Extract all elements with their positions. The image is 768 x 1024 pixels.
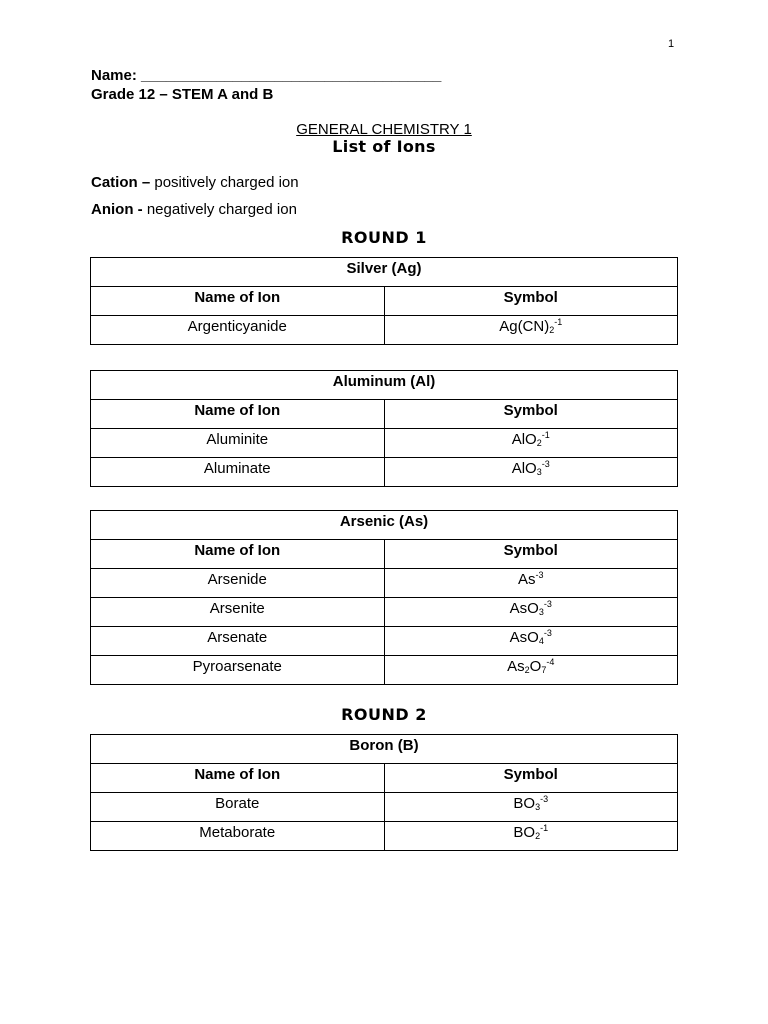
ion-row <box>91 793 678 822</box>
ion-row <box>91 598 678 627</box>
cation-text: positively charged ion <box>150 174 299 191</box>
cation-definition <box>91 173 299 193</box>
symbol-column-header: Symbol <box>384 287 678 316</box>
ion-row <box>91 458 678 487</box>
ion-row <box>91 429 678 458</box>
cation-term: Cation – <box>91 174 151 191</box>
formula-charge: -3 <box>543 599 552 609</box>
name-column-header: Name of Ion <box>91 540 385 569</box>
anion-definition <box>91 200 297 220</box>
formula-subscript: 3 <box>536 467 542 477</box>
formula-part: As <box>507 658 525 675</box>
ion-name-cell: Pyroarsenate <box>91 656 385 685</box>
ion-row <box>91 822 678 851</box>
ion-row <box>91 656 678 685</box>
ion-name-cell: Aluminite <box>91 429 385 458</box>
ion-name-cell: Metaborate <box>91 822 385 851</box>
formula-part: O <box>529 658 542 675</box>
formula-part: Ag(CN) <box>499 318 550 335</box>
formula-charge: -1 <box>554 317 563 327</box>
formula-subscript: 4 <box>538 636 544 646</box>
arsenic-ions-table <box>90 510 678 685</box>
formula-charge: -3 <box>543 628 552 638</box>
formula-part: AlO <box>511 460 537 477</box>
ion-row <box>91 627 678 656</box>
formula-charge: -3 <box>540 794 549 804</box>
grade-label: Grade 12 – STEM A and B <box>91 86 274 103</box>
silver-ions-table <box>90 257 678 345</box>
boron-ions-table <box>90 734 678 851</box>
round-2-heading: ROUND 2 <box>341 705 427 724</box>
document-subtitle: List of Ions <box>332 137 436 156</box>
ion-symbol-cell <box>384 316 678 345</box>
formula-subscript: 3 <box>535 802 541 812</box>
name-column-header: Name of Ion <box>91 764 385 793</box>
ion-symbol-cell <box>384 598 678 627</box>
page-number: 1 <box>668 38 675 50</box>
symbol-column-header: Symbol <box>384 400 678 429</box>
aluminum-ions-table <box>90 370 678 487</box>
formula-part: AsO <box>509 629 539 646</box>
ion-name-cell: Argenticyanide <box>91 316 385 345</box>
formula-part: AlO <box>511 431 537 448</box>
ion-name-cell: Arsenate <box>91 627 385 656</box>
ion-name-cell: Arsenite <box>91 598 385 627</box>
formula-charge: -1 <box>541 430 550 440</box>
ion-name-cell: Aluminate <box>91 458 385 487</box>
ion-row <box>91 569 678 598</box>
ion-symbol-cell <box>384 458 678 487</box>
formula-subscript: 2 <box>535 831 541 841</box>
ion-row <box>91 316 678 345</box>
ion-symbol-cell <box>384 793 678 822</box>
formula-part: AsO <box>509 600 539 617</box>
formula-charge: -3 <box>535 570 544 580</box>
formula-subscript: 7 <box>541 665 547 675</box>
table-element-header: Boron (B) <box>91 735 678 764</box>
formula-charge: -1 <box>540 823 549 833</box>
ion-name-cell: Borate <box>91 793 385 822</box>
table-element-header: Arsenic (As) <box>91 511 678 540</box>
formula-subscript: 2 <box>536 438 542 448</box>
formula-part: BO <box>513 795 536 812</box>
ion-symbol-cell <box>384 656 678 685</box>
ion-name-cell: Arsenide <box>91 569 385 598</box>
course-title: GENERAL CHEMISTRY 1 <box>296 121 472 138</box>
ion-symbol-cell <box>384 429 678 458</box>
symbol-column-header: Symbol <box>384 764 678 793</box>
name-field-label: Name: ____________________________________ <box>91 67 442 84</box>
formula-subscript: 2 <box>524 665 530 675</box>
ion-symbol-cell <box>384 569 678 598</box>
formula-charge: -3 <box>541 459 550 469</box>
formula-part: BO <box>513 824 536 841</box>
round-1-heading: ROUND 1 <box>341 228 427 247</box>
table-element-header: Silver (Ag) <box>91 258 678 287</box>
formula-part: As <box>517 571 536 588</box>
ion-symbol-cell <box>384 822 678 851</box>
name-column-header: Name of Ion <box>91 287 385 316</box>
anion-term: Anion - <box>91 201 143 218</box>
anion-text: negatively charged ion <box>142 201 297 218</box>
formula-subscript: 2 <box>549 325 555 335</box>
formula-charge: -4 <box>546 657 555 667</box>
formula-subscript: 3 <box>538 607 544 617</box>
ion-symbol-cell <box>384 627 678 656</box>
name-column-header: Name of Ion <box>91 400 385 429</box>
table-element-header: Aluminum (Al) <box>91 371 678 400</box>
symbol-column-header: Symbol <box>384 540 678 569</box>
